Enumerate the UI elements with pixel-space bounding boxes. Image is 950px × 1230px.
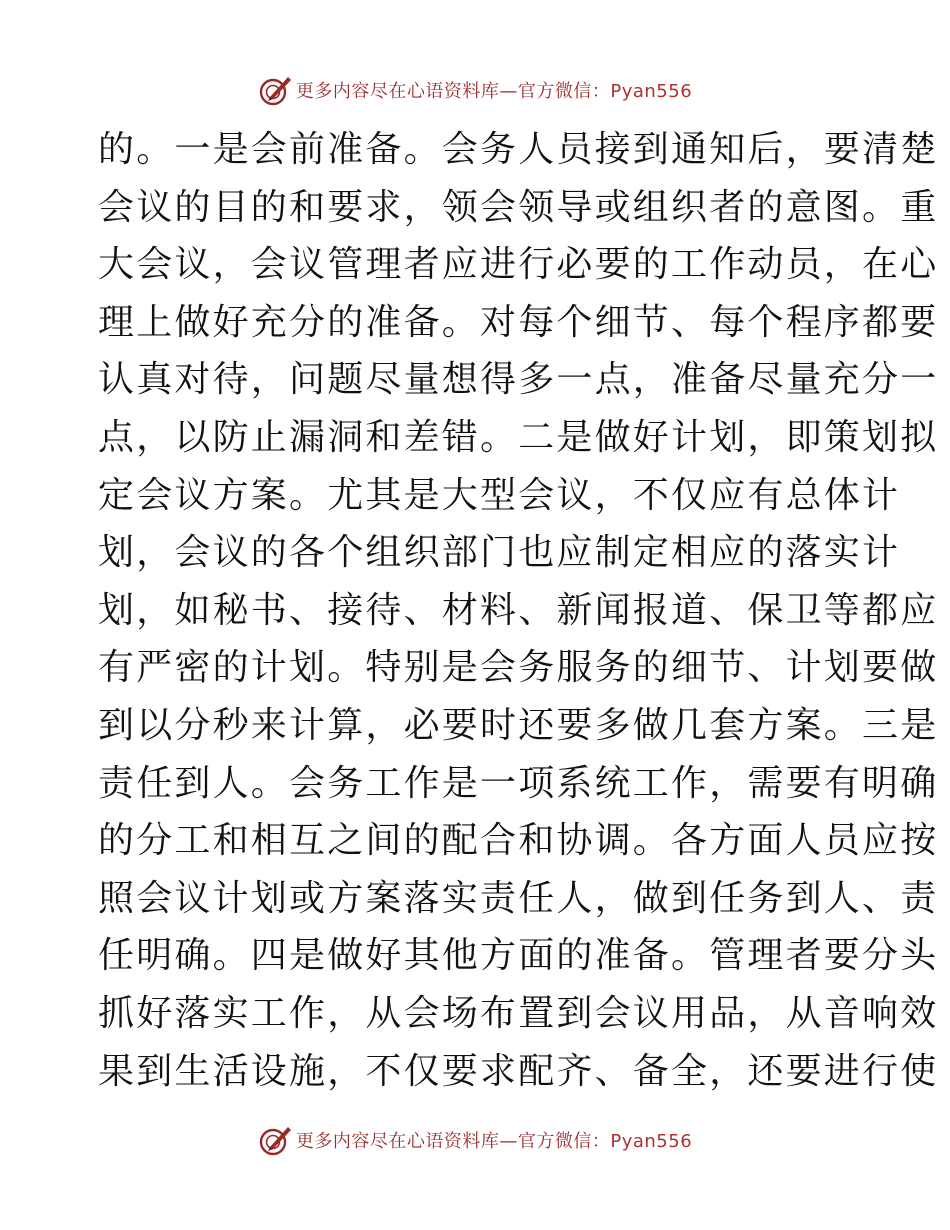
body-line: 理上做好充分的准备。对每个细节、每个程序都要 xyxy=(98,301,939,343)
footer-banner xyxy=(0,1120,950,1160)
header-separator: — xyxy=(499,81,518,102)
body-line: 的分工和相互之间的配合和协调。各方面人员应按 xyxy=(98,820,939,862)
body-line: 划，会议的各个组织部门也应制定相应的落实计 xyxy=(98,532,901,574)
footer-wechat-label: 官方微信： xyxy=(517,1131,611,1152)
footer-slogan: 更多内容尽在心语资料库 xyxy=(295,1131,500,1152)
body-line: 会议的目的和要求，领会领导或组织者的意图。重 xyxy=(98,186,939,228)
body-line: 认真对待，问题尽量想得多一点，准备尽量充分一 xyxy=(98,359,939,401)
body-line: 到以分秒来计算，必要时还要多做几套方案。三是 xyxy=(98,704,939,746)
body-line: 果到生活设施，不仅要求配齐、备全，还要进行使 xyxy=(98,1050,939,1092)
document-body xyxy=(98,121,939,1100)
header-banner-text xyxy=(296,77,692,103)
footer-wechat-id: Pyan556 xyxy=(610,1131,693,1152)
body-line: 任明确。四是做好其他方面的准备。管理者要分头 xyxy=(98,935,939,977)
body-line: 有严密的计划。特别是会务服务的细节、计划要做 xyxy=(98,647,939,689)
body-line: 责任到人。会务工作是一项系统工作，需要有明确 xyxy=(98,762,939,804)
body-line: 的。一是会前准备。会务人员接到通知后，要清楚 xyxy=(98,129,939,170)
body-line: 抓好落实工作，从会场布置到会议用品，从音响效 xyxy=(98,992,939,1034)
body-line: 大会议，会议管理者应进行必要的工作动员，在心 xyxy=(98,244,939,286)
header-slogan: 更多内容尽在心语资料库 xyxy=(295,81,500,102)
body-line: 定会议方案。尤其是大型会议，不仅应有总体计 xyxy=(98,474,901,516)
body-line: 照会议计划或方案落实责任人，做到任务到人、责 xyxy=(98,877,939,919)
header-banner xyxy=(0,70,950,110)
quill-pen-logo-icon xyxy=(258,72,294,108)
footer-separator: — xyxy=(499,1131,518,1152)
footer-banner-text xyxy=(296,1127,692,1153)
body-line: 点，以防止漏洞和差错。二是做好计划，即策划拟 xyxy=(98,416,939,458)
header-wechat-label: 官方微信： xyxy=(517,81,611,102)
quill-pen-logo-icon xyxy=(258,1122,294,1158)
body-line: 划，如秘书、接待、材料、新闻报道、保卫等都应 xyxy=(98,589,939,631)
header-wechat-id: Pyan556 xyxy=(610,81,693,102)
